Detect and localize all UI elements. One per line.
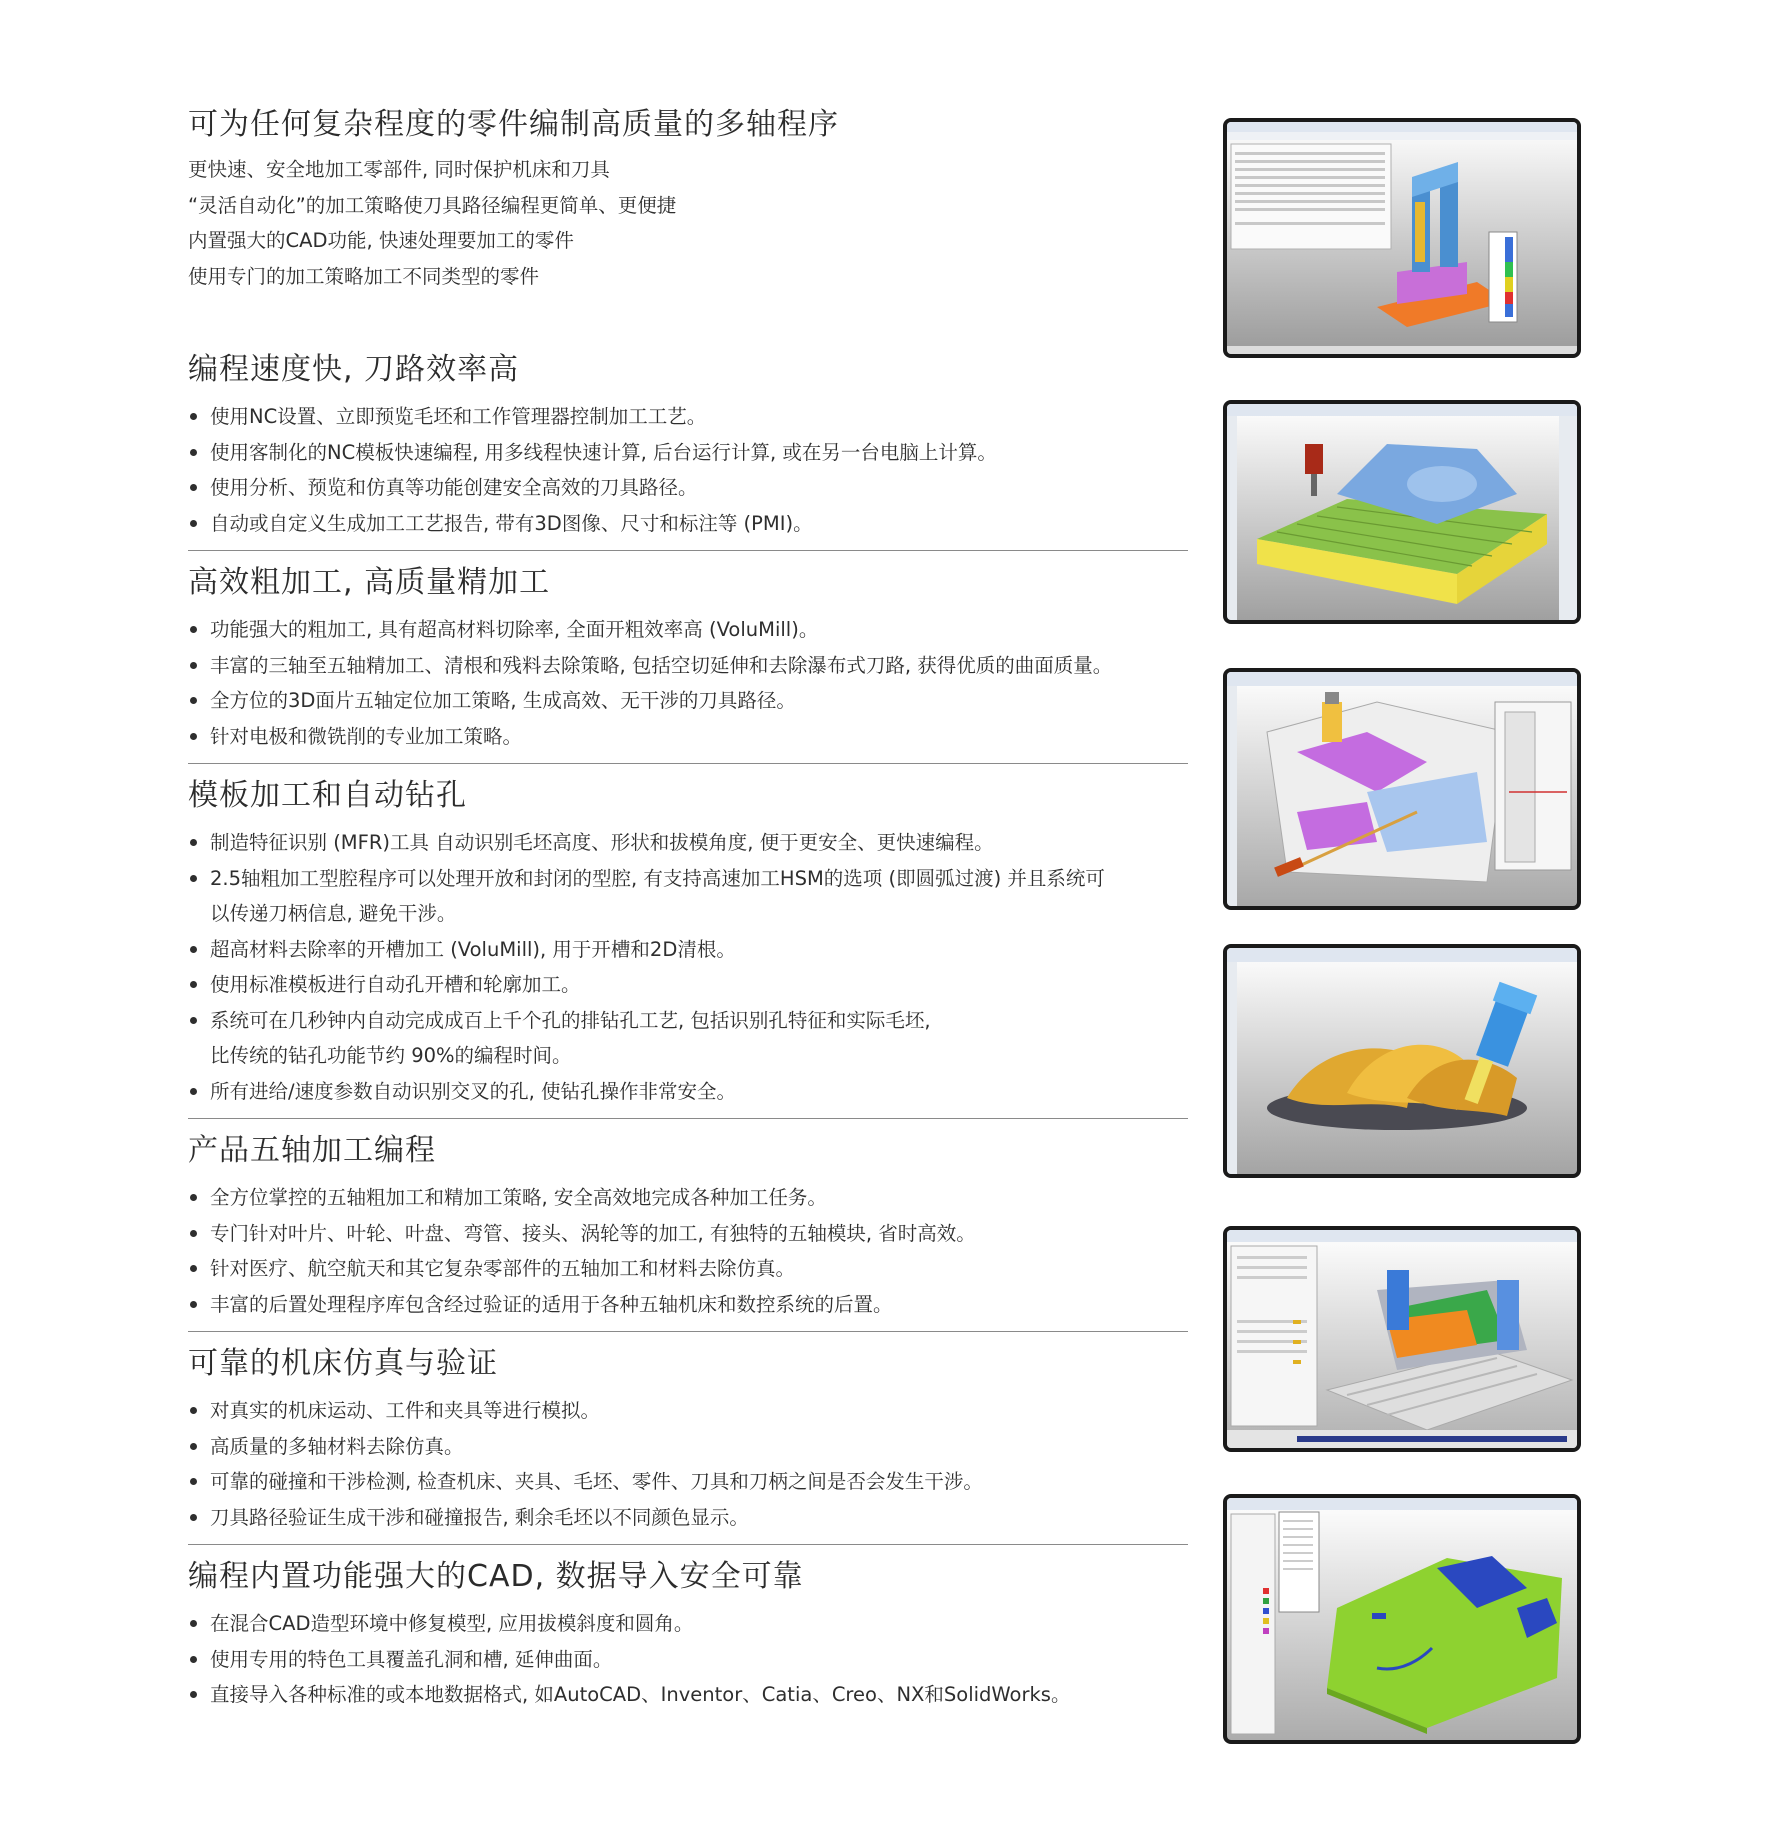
divider — [188, 1544, 1188, 1545]
list-item: 丰富的后置处理程序库包含经过验证的适用于各种五轴机床和数控系统的后置。 — [188, 1287, 1188, 1323]
cad-cam-screenshot-impeller-5axis — [1223, 944, 1581, 1178]
list-item: 更快速、安全地加工零部件, 同时保护机床和刀具 — [188, 158, 610, 181]
list-item: “灵活自动化”的加工策略使刀具路径编程更简单、更便捷 — [188, 193, 677, 217]
section-roughing-finishing — [188, 562, 1188, 754]
section-title: 可为任何复杂程度的零件编制高质量的多轴程序 — [188, 107, 839, 142]
divider — [188, 1331, 1188, 1332]
list-item: 使用专用的特色工具覆盖孔洞和槽, 延伸曲面。 — [188, 1642, 1188, 1678]
list-item: 所有进给/速度参数自动识别交叉的孔, 使钻孔操作非常安全。 — [188, 1074, 1188, 1110]
cad-cam-screenshot-part-fixture — [1223, 118, 1581, 358]
list-item: 超高材料去除率的开槽加工 (VoluMill), 用于开槽和2D清根。 — [188, 932, 1188, 968]
list-item-line: 系统可在几秒钟内自动完成成百上千个孔的排钻孔工艺, 包括识别孔特征和实际毛坯, — [210, 1008, 931, 1032]
section-cad-import — [188, 1556, 1188, 1713]
list-item: 制造特征识别 (MFR)工具 自动识别毛坯高度、形状和拔模角度, 便于更安全、更快速编程。 — [188, 825, 1188, 861]
cad-cam-screenshot-mold-drilling — [1223, 668, 1581, 910]
divider — [188, 550, 1188, 551]
cad-cam-screenshot-roughing — [1223, 400, 1581, 624]
list-item: 内置强大的CAD功能, 快速处理要加工的零件 — [188, 229, 574, 252]
list-item: 自动或自定义生成加工工艺报告, 带有3D图像、尺寸和标注等 (PMI)。 — [188, 506, 1188, 542]
divider — [188, 1118, 1188, 1119]
list-item: 全方位掌控的五轴粗加工和精加工策略, 安全高效地完成各种加工任务。 — [188, 1180, 1188, 1216]
list-item: 使用分析、预览和仿真等功能创建安全高效的刀具路径。 — [188, 470, 1188, 506]
section-title: 产品五轴加工编程 — [188, 1133, 436, 1168]
list-item: 直接导入各种标准的或本地数据格式, 如AutoCAD、Inventor、Catia、Creo、NX和SolidWorks。 — [188, 1677, 1188, 1713]
list-item: 使用NC设置、立即预览毛坯和工作管理器控制加工工艺。 — [188, 399, 1188, 435]
list-item: 丰富的三轴至五轴精加工、清根和残料去除策略, 包括空切延伸和去除瀑布式刀路, 获得优质的曲面质量。 — [188, 648, 1188, 684]
section-five-axis — [188, 1130, 1188, 1322]
section-title: 高效粗加工, 高质量精加工 — [188, 565, 551, 600]
section-machine-simulation — [188, 1343, 1188, 1535]
list-item: 使用专门的加工策略加工不同类型的零件 — [188, 264, 540, 288]
list-item: 专门针对叶片、叶轮、叶盘、弯管、接头、涡轮等的加工, 有独特的五轴模块, 省时高效。 — [188, 1216, 1188, 1252]
list-item: 使用标准模板进行自动孔开槽和轮廓加工。 — [188, 967, 1188, 1003]
section-template-drilling — [188, 775, 1188, 1109]
list-item: 可靠的碰撞和干涉检测, 检查机床、夹具、毛坯、零件、刀具和刀柄之间是否会发生干涉。 — [188, 1464, 1188, 1500]
cad-cam-screenshot-cad-model — [1223, 1494, 1581, 1744]
divider — [188, 763, 1188, 764]
list-item: 全方位的3D面片五轴定位加工策略, 生成高效、无干涉的刀具路径。 — [188, 683, 1188, 719]
section-title: 编程速度快, 刀路效率高 — [188, 352, 520, 387]
list-item: 功能强大的粗加工, 具有超高材料切除率, 全面开粗效率高 (VoluMill)。 — [188, 612, 1188, 648]
list-item — [188, 1003, 1188, 1074]
list-item: 对真实的机床运动、工件和夹具等进行模拟。 — [188, 1393, 1188, 1429]
list-item-line: 以传递刀柄信息, 避免干涉。 — [210, 902, 457, 925]
section-multi-axis — [188, 104, 1188, 294]
list-item-line: 比传统的钻孔功能节约 90%的编程时间。 — [210, 1044, 572, 1067]
list-item: 针对医疗、航空航天和其它复杂零部件的五轴加工和材料去除仿真。 — [188, 1251, 1188, 1287]
cad-cam-screenshot-machine-simulation — [1223, 1226, 1581, 1452]
list-item: 在混合CAD造型环境中修复模型, 应用拔模斜度和圆角。 — [188, 1606, 1188, 1642]
section-programming-speed — [188, 349, 1188, 541]
list-item: 刀具路径验证生成干涉和碰撞报告, 剩余毛坯以不同颜色显示。 — [188, 1500, 1188, 1536]
list-item: 使用客制化的NC模板快速编程, 用多线程快速计算, 后台运行计算, 或在另一台电脑上计算。 — [188, 435, 1188, 471]
list-item-line: 2.5轴粗加工型腔程序可以处理开放和封闭的型腔, 有支持高速加工HSM的选项 (即圆弧过渡) 并且系统可 — [210, 866, 1105, 890]
section-title: 编程内置功能强大的CAD, 数据导入安全可靠 — [188, 1559, 804, 1594]
section-title: 模板加工和自动钻孔 — [188, 778, 467, 813]
list-item: 针对电极和微铣削的专业加工策略。 — [188, 719, 1188, 755]
list-item: 高质量的多轴材料去除仿真。 — [188, 1429, 1188, 1465]
list-item — [188, 861, 1188, 932]
section-title: 可靠的机床仿真与验证 — [188, 1346, 498, 1381]
